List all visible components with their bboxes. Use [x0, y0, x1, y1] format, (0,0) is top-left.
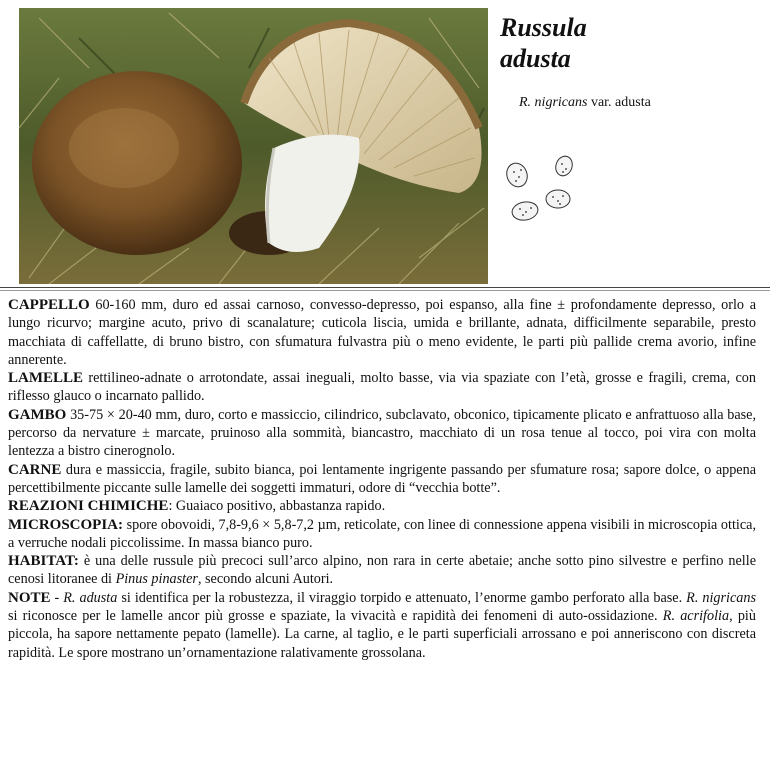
- section-reazioni: [8, 497, 756, 515]
- section-label: MICROSCOPIA:: [8, 516, 123, 533]
- section-cappello: [8, 296, 756, 369]
- title-epithet: adusta: [500, 44, 571, 73]
- mushroom-illustration: [19, 8, 488, 284]
- synonym-italic: R. nigricans: [519, 95, 588, 110]
- title-genus: Russula: [500, 13, 587, 42]
- divider-top: [0, 287, 770, 288]
- spores-icon: [500, 150, 590, 230]
- spore-drawings: [500, 150, 590, 230]
- section-label: HABITAT:: [8, 553, 79, 570]
- section-text: è una delle russule più precoci sull’arco alpino, non rara in certe abetaie; anche sotto pino silvestre e perfino nelle cenosi litoranee di: [8, 553, 756, 588]
- section-text: si identifica per la robustezza, il viraggio torpido e attenuato, l’enorme gambo perforato alla base.: [117, 589, 687, 606]
- section-italic: Pinus pinaster: [115, 571, 198, 588]
- section-text: spore obovoidi, 7,8-9,6 × 5,8-7,2 µm, reticolate, con linee di connessione appena visibili in microscopia ottica, a verruche nodali piccolissime. In massa bianco puro.: [8, 516, 756, 551]
- section-text: dura e massiccia, fragile, subito bianca, poi lentamente ingrigente passando per sfumature rosa; sapore dolce, o appena percettibilmente piccante sulle lamelle dei soggetti immaturi, odore di “vecchia botte”.: [8, 461, 756, 496]
- section-label: REAZIONI CHIMICHE: [8, 498, 169, 515]
- section-text: 35-75 × 20-40 mm, duro, corto e massiccio, cilindrico, subclavato, obconico, tipicamente plicato e anfrattuoso alla base, percorso da nervature ± marcate, pruinoso alla sommità, biancastro, macchiato di un rosa tenue al tocco, poi vira con molta lentezza a bistro cinerognolo.: [8, 406, 756, 460]
- section-label: CARNE: [8, 461, 62, 478]
- section-text: , secondo alcuni Autori.: [197, 571, 334, 588]
- section-label: CAPPELLO: [8, 297, 90, 313]
- section-lamelle: [8, 369, 756, 406]
- section-text: si riconosce per le lamelle ancor più grosse e spaziate, la vivacità e rapidità dei fenomeni di auto-ossidazione.: [8, 608, 663, 625]
- mushroom-photo: [19, 8, 488, 284]
- section-label: GAMBO: [8, 406, 67, 423]
- divider-bottom: [0, 290, 770, 291]
- section-label: LAMELLE: [8, 370, 84, 387]
- section-gambo: [8, 406, 756, 461]
- section-text: 60-160 mm, duro ed assai carnoso, convesso-depresso, poi espanso, alla fine ± profondamente depresso, orlo a lungo ricurvo; margine acuto, privo di scanalature; cuticola liscia, umida e brillante, adnata, difficilmente separabile, presto macchiata di caffellatte, di bruno bistro, con sfumatura fulvastra più o meno evidente, le parti più pallide crema avorio, infine annerente.: [8, 297, 756, 368]
- section-italic: R. nigricans: [686, 589, 756, 606]
- section-carne: [8, 461, 756, 498]
- synonym: [519, 95, 651, 111]
- synonym-rest: var. adusta: [587, 95, 651, 110]
- section-italic: R. acrifolia: [662, 608, 730, 625]
- description-body: [8, 296, 756, 662]
- section-text: : Guaiaco positivo, abbastanza rapido.: [168, 498, 386, 515]
- section-habitat: [8, 552, 756, 589]
- section-italic: R. adusta: [63, 589, 118, 606]
- section-note: [8, 589, 756, 662]
- section-microscopia: [8, 516, 756, 553]
- section-text: -: [50, 589, 64, 606]
- section-text: rettilineo-adnate o arrotondate, assai ineguali, molto basse, via via spaziate con l’età, grosse e fragili, crema, con riflesso glauco o incarnato pallido.: [8, 370, 756, 405]
- section-text: , più piccola, ha sapore nettamente pepato (lamelle). La carne, al taglio, e le parti superficiali arrossano e poi anneriscono con discreta rapidità. Le spore mostrano un’ornamentazione ralativamente grossolana.: [8, 608, 756, 661]
- section-label: NOTE: [8, 589, 51, 606]
- species-title: [500, 12, 587, 74]
